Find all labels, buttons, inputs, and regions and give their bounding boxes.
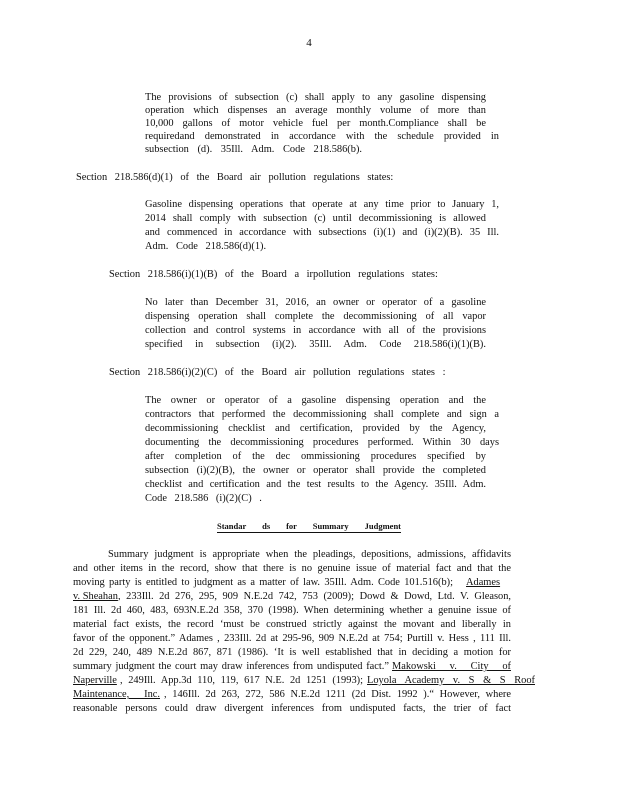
case-citation-link: Makowski v. City of xyxy=(392,661,511,672)
quote-2-line: Gasoline dispensing operations that operate at any time prior to January 1, xyxy=(145,199,499,210)
quote-3-line: collection and control systems in accordance with all of the provisions xyxy=(145,325,486,336)
quote-4-line: after completion of the dec ommissioning procedures specified by xyxy=(145,451,486,462)
case-citation-link: Loyola Academy v. S & S Roof xyxy=(367,675,535,686)
body-line: , 249Ill. App.3d 110, 119, 617 N.E. 2d 1251 (1993); xyxy=(120,675,363,686)
quote-2-line: Adm. Code 218.586(d)(1). xyxy=(145,241,267,252)
body-line: moving party is entitled to judgment as a matter of law. 35Ill. Adm. Code 101.516(b); xyxy=(73,577,453,588)
quote-4-line: The owner or operator of a gasoline dispensing operation and the xyxy=(145,395,486,406)
section-intro-1: Section 218.586(d)(1) of the Board air pollution regulations states: xyxy=(76,172,394,183)
section-intro-3: Section 218.586(i)(2)(C) of the Board air pollution regulations states : xyxy=(109,367,446,378)
body-line: , 146Ill. 2d 263, 272, 586 N.E.2d 1211 (2d Dist. 1992 ).“ However, where xyxy=(164,689,511,700)
body-line: 181 Ill. 2d 460, 483, 693N.E.2d 358, 370 (1998). When determining whether a genuine issue of xyxy=(73,605,511,616)
quote-2-line: 2014 shall comply with subsection (c) until decommissioning is allowed xyxy=(145,213,486,224)
quote-1-line: operation which dispenses an average monthly volume of more than xyxy=(145,105,486,116)
body-line: reasonable persons could draw divergent inferences from undisputed facts, the trier of fact xyxy=(73,703,511,714)
body-line: , 233Ill. 2d 276, 295, 909 N.E.2d 742, 753 (2009); Dowd & Dowd, Ltd. V. Gleason, xyxy=(118,591,511,602)
body-line: summary judgment the court may draw inferences from undisputed fact.” xyxy=(73,661,389,672)
case-citation-link: v. Sheahan xyxy=(73,591,118,602)
quote-4-line: documenting the decommissioning procedures performed. Within 30 days xyxy=(145,437,499,448)
section-intro-2: Section 218.586(i)(1)(B) of the Board a irpollution regulations states: xyxy=(109,269,438,280)
quote-4-line: decommissioning checklist and certification, provided by the Agency, xyxy=(145,423,486,434)
quote-3-line: dispensing operation shall complete the decommissioning of all vapor xyxy=(145,311,486,322)
page-number: 4 xyxy=(306,37,312,49)
body-line: and other items in the record, show that there is no genuine issue of material fact and that the xyxy=(73,563,511,574)
body-line: favor of the opponent.” Adames , 233Ill. 2d at 295-96, 909 N.E.2d at 754; Purtill v. Hess , 111 Ill. xyxy=(73,633,511,644)
quote-3-line: No later than December 31, 2016, an owner or operator of a gasoline xyxy=(145,297,486,308)
section-heading: Standar ds for Summary Judgment xyxy=(217,521,401,531)
quote-3-line: specified in subsection (i)(2). 35Ill. Adm. Code 218.586(i)(1)(B). xyxy=(145,339,486,350)
quote-1-line: subsection (d). 35Ill. Adm. Code 218.586(b). xyxy=(145,144,363,155)
case-citation-link: Naperville xyxy=(73,675,117,686)
quote-4-line: checklist and certification and the test results to the Agency. 35Ill. Adm. xyxy=(145,479,486,490)
quote-2-line: and commenced in accordance with subsections (i)(1) and (i)(2)(B). 35 Ill. xyxy=(145,227,499,238)
body-line: material fact exists, the record ‘must be construed strictly against the movant and liberally in xyxy=(73,619,511,630)
quote-1-line: The provisions of subsection (c) shall apply to any gasoline dispensing xyxy=(145,92,486,103)
case-citation-link: Maintenance, Inc. xyxy=(73,689,160,700)
case-citation-link: Adames xyxy=(466,577,501,588)
body-line: Summary judgment is appropriate when the pleadings, depositions, admissions, affidavits xyxy=(108,549,511,560)
body-line: 2d 229, 240, 489 N.E.2d 867, 871 (1986). ‘It is well established that in deciding a motion for xyxy=(73,647,511,658)
quote-4-line: contractors that performed the decommissioning shall complete and sign a xyxy=(145,409,499,420)
quote-1-line: 10,000 gallons of motor vehicle fuel per month.Compliance shall be xyxy=(145,118,486,129)
quote-4-line: subsection (i)(2)(B), the owner or operator shall provide the completed xyxy=(145,465,486,476)
quote-4-line: Code 218.586 (i)(2)(C) . xyxy=(145,493,262,504)
quote-1-line: requiredand demonstrated in accordance with the schedule provided in xyxy=(145,131,499,142)
